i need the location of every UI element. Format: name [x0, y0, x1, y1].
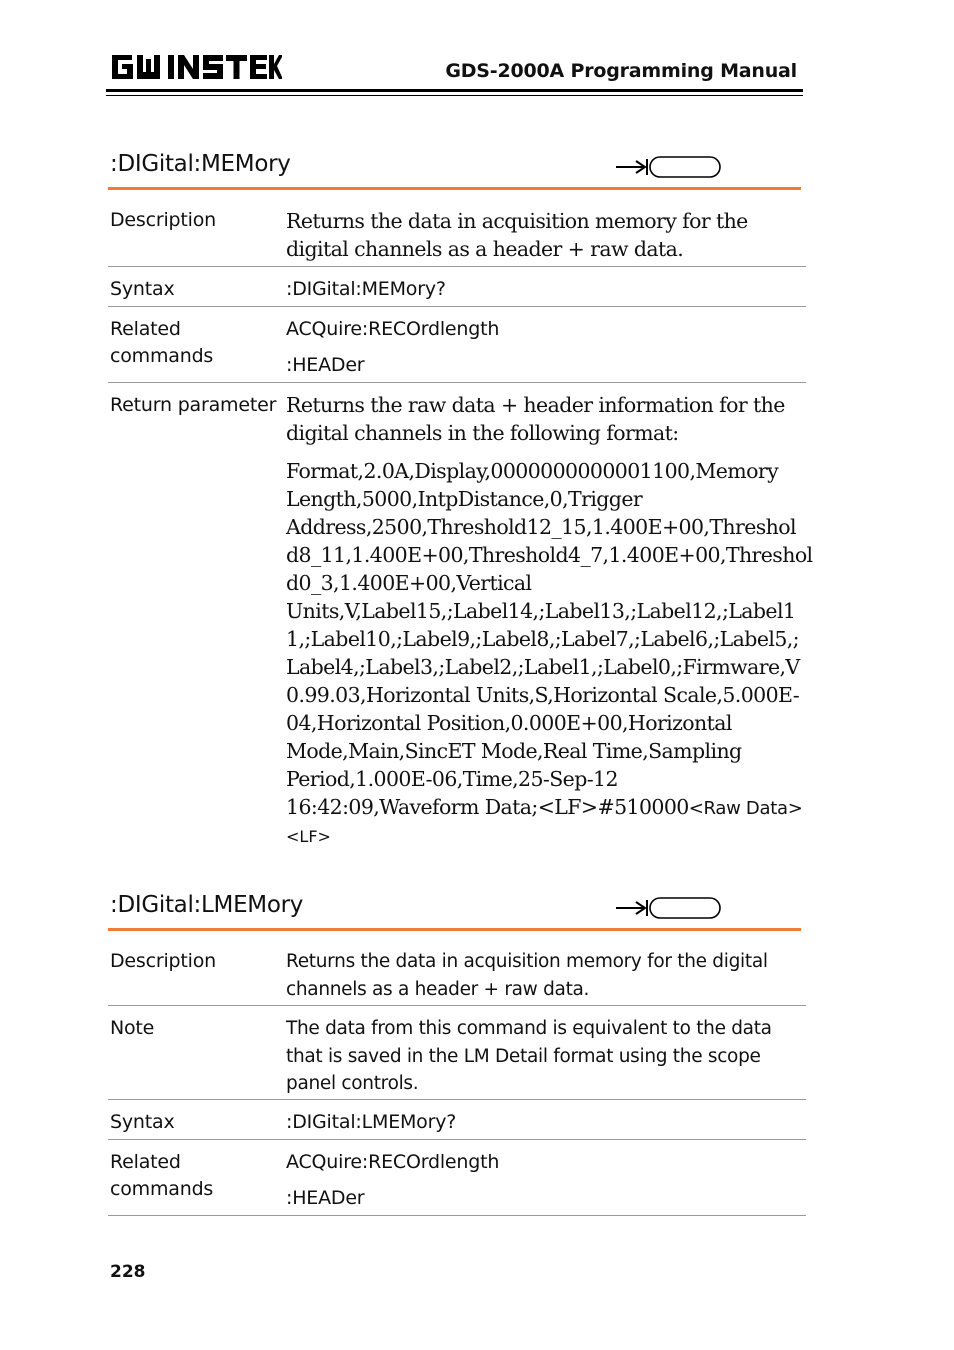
- row-divider: [108, 382, 806, 383]
- row-divider: [108, 1005, 806, 1006]
- row-divider: [108, 1215, 806, 1216]
- row-divider: [108, 1139, 806, 1140]
- note-label: Note: [110, 1017, 155, 1039]
- description-line: digital channels as a header + raw data.: [286, 237, 684, 261]
- description-label: Description: [110, 950, 217, 972]
- row-divider: [108, 1099, 806, 1100]
- note-line: that is saved in the LM Detail format using the scope: [286, 1045, 761, 1067]
- related-command: ACQuire:RECOrdlength: [286, 1151, 500, 1173]
- format-line: Format,2.0A,Display,0000000000001100,Memory: [286, 459, 779, 483]
- return-intro-line: digital channels in the following format:: [286, 421, 679, 445]
- related-label-line1: Related: [110, 1151, 181, 1173]
- description-line: Returns the data in acquisition memory for the: [286, 209, 748, 233]
- row-divider: [108, 306, 806, 307]
- format-line: Units,V,Label15,;Label14,;Label13,;Label12,;Label1: [286, 599, 796, 623]
- description-text: [286, 948, 806, 1003]
- syntax-value: :DIGital:LMEMory?: [286, 1111, 457, 1133]
- format-line-last: [286, 793, 803, 823]
- format-line: 04,Horizontal Position,0.000E+00,Horizontal: [286, 711, 732, 735]
- format-line: Length,5000,IntpDistance,0,Trigger: [286, 487, 643, 511]
- section-accent-bar: [108, 928, 801, 931]
- related-label-line1: Related: [110, 318, 181, 340]
- format-line: Label4,;Label3,;Label2,;Label1,;Label0,;Firmware,V: [286, 655, 800, 679]
- manual-title: GDS-2000A Programming Manual: [445, 60, 797, 82]
- row-divider: [108, 266, 806, 267]
- query-arrow-icon: [614, 895, 724, 921]
- related-command: :HEADer: [286, 354, 365, 376]
- section-title-digital-lmemory: :DIGital:LMEMory: [110, 892, 304, 918]
- header-rule-thin: [106, 95, 803, 96]
- note-text: [286, 1015, 806, 1098]
- related-command: :HEADer: [286, 1187, 365, 1209]
- section-accent-bar: [108, 187, 801, 190]
- format-line: d8_11,1.400E+00,Threshold4_7,1.400E+00,Threshol: [286, 543, 813, 567]
- note-line: panel controls.: [286, 1073, 419, 1094]
- lf-token: <LF>: [286, 827, 331, 846]
- description-label: Description: [110, 209, 217, 231]
- format-line: Period,1.000E-06,Time,25-Sep-12: [286, 767, 618, 791]
- format-line: Mode,Main,SincET Mode,Real Time,Sampling: [286, 739, 742, 763]
- format-line: 1,;Label10,;Label9,;Label8,;Label7,;Label6,;Label5,;: [286, 627, 799, 651]
- syntax-label: Syntax: [110, 1111, 175, 1133]
- description-line: Returns the data in acquisition memory for the digital: [286, 951, 768, 972]
- raw-data-token: <Raw Data>: [688, 798, 803, 819]
- page-number: 228: [110, 1262, 146, 1282]
- return-format-block: [286, 457, 813, 851]
- format-line: 0.99.03,Horizontal Units,S,Horizontal Scale,5.000E-: [286, 683, 800, 707]
- return-intro-line: Returns the raw data + header information for the: [286, 393, 785, 417]
- return-parameter-label: Return parameter: [110, 394, 277, 416]
- description-line: channels as a header + raw data.: [286, 978, 590, 1000]
- format-line: d0_3,1.400E+00,Vertical: [286, 571, 532, 595]
- return-parameter-intro: [286, 391, 798, 447]
- gw-instek-logo: [110, 52, 282, 82]
- format-line: Address,2500,Threshold12_15,1.400E+00,Threshol: [286, 515, 796, 539]
- related-command: ACQuire:RECOrdlength: [286, 318, 500, 340]
- note-line: The data from this command is equivalent to the data: [286, 1018, 772, 1039]
- query-arrow-icon: [614, 154, 724, 180]
- syntax-label: Syntax: [110, 278, 175, 300]
- section-title-digital-memory: :DIGital:MEMory: [110, 151, 291, 177]
- format-line: 16:42:09,Waveform Data;<LF>#510000: [286, 795, 689, 819]
- syntax-value: :DIGital:MEMory?: [286, 278, 446, 300]
- description-text: [286, 207, 798, 263]
- related-label-line2: commands: [110, 1178, 214, 1200]
- related-label-line2: commands: [110, 345, 214, 367]
- header-rule-thick: [106, 89, 803, 92]
